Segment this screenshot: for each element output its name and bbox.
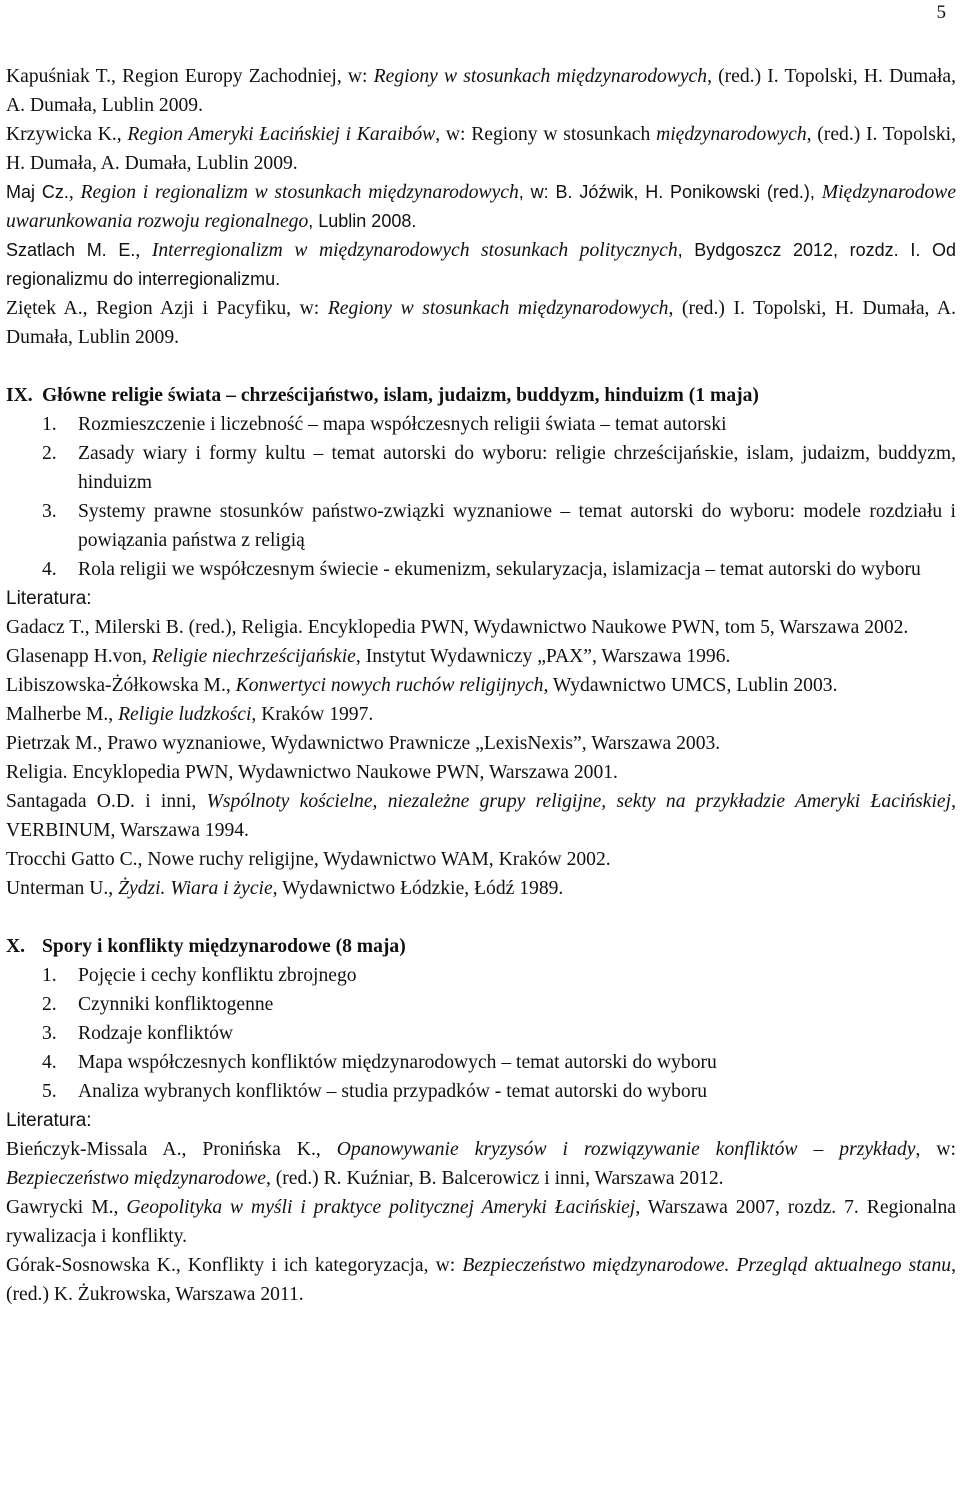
bibliography-entry [6, 787, 956, 845]
topic-item [6, 439, 956, 497]
section-title: Główne religie świata – chrześcijaństwo, islam, judaizm, buddyzm, hinduizm (1 maja) [42, 385, 759, 406]
topic-item [6, 410, 956, 439]
topic-text: Zasady wiary i formy kultu – temat autorski do wyboru: religie chrześcijańskie, islam, judaizm, buddyzm, hinduizm [78, 443, 956, 493]
section-ix [6, 381, 956, 903]
literature-label: Literatura: [6, 1110, 92, 1131]
entry-text: Kapuśniak T. [6, 66, 112, 87]
section-heading [6, 932, 956, 961]
bibliography-entry [6, 294, 956, 352]
topic-number: 2. [42, 443, 57, 464]
entry-text: Żydzi. Wiara i życie [118, 878, 273, 899]
section-title: Spory i konflikty międzynarodowe (8 maja) [42, 936, 406, 957]
entry-text: Maj Cz. [6, 182, 69, 202]
section-heading [6, 381, 956, 410]
entry-text: Pietrzak M., Prawo wyznaniowe, Wydawnictwo Prawnicze „LexisNexis”, Warszawa 2003. [6, 733, 721, 754]
entry-text: , (red.) I. Topolski, H. Dumała, A. Dumała, Lublin 2009. [6, 66, 956, 116]
entry-text: Opanowywanie kryzysów i rozwiązywanie konfliktów – przykłady [336, 1139, 916, 1160]
entry-text: Glasenapp H.von, [6, 646, 152, 667]
entry-text: , Region Europy Zachodniej, w: [111, 66, 374, 87]
bibliography-entry [6, 845, 956, 874]
topic-item [6, 555, 956, 584]
entry-text: , [68, 182, 81, 203]
topic-text: Rozmieszczenie i liczebność – mapa współczesnych religii świata – temat autorski [78, 414, 727, 435]
entry-text: Konwertyci nowych ruchów religijnych, [235, 675, 549, 696]
topic-text: Pojęcie i cechy konfliktu zbrojnego [78, 965, 357, 986]
bibliography-entry [6, 1135, 956, 1193]
literature-label: Literatura: [6, 588, 92, 609]
topic-number: 4. [42, 1052, 57, 1073]
entry-text: Libiszowska-Żółkowska M., [6, 675, 236, 696]
topic-item [6, 961, 956, 990]
entry-text: Interregionalizm w międzynarodowych stosunkach politycznych [151, 240, 678, 261]
entry-text: , Warszawa 2007, rozdz. 7. Regionalna rywalizacja i konflikty. [6, 1197, 956, 1247]
entry-text: Bezpieczeństwo międzynarodowe [6, 1168, 266, 1189]
entry-text: , (red.) K. Żukrowska, Warszawa 2011. [6, 1255, 956, 1305]
entry-text: Ziętek A. [6, 298, 83, 319]
entry-text: Bieńczyk-Missala A., Pronińska K., [6, 1139, 337, 1160]
entry-text: Trocchi Gatto C., Nowe ruchy religijne, Wydawnictwo WAM, Kraków 2002. [6, 849, 611, 870]
bibliography-entry [6, 62, 956, 120]
section-number: X. [6, 936, 26, 957]
entry-text: , Instytut Wydawniczy „PAX”, Warszawa 1996. [355, 646, 731, 667]
entry-text: Gawrycki M., [6, 1197, 127, 1218]
topic-number: 4. [42, 559, 57, 580]
topic-item [6, 1048, 956, 1077]
entry-text: , (red.) R. Kuźniar, B. Balcerowicz i inni, Warszawa 2012. [265, 1168, 724, 1189]
topic-text: Systemy prawne stosunków państwo-związki wyznaniowe – temat autorski do wyboru: modele rozdziału i powiązania państwa z religią [78, 501, 956, 551]
bibliography-entry [6, 671, 956, 700]
entry-text: Bezpieczeństwo międzynarodowe. Przegląd aktualnego stanu [462, 1255, 952, 1276]
topic-number: 3. [42, 1023, 57, 1044]
topic-item [6, 1077, 956, 1106]
topic-number: 3. [42, 501, 57, 522]
topic-text: Mapa współczesnych konfliktów międzynarodowych – temat autorski do wyboru [78, 1052, 717, 1073]
bibliography-entry [6, 120, 956, 178]
document-body [6, 62, 956, 1309]
topic-list [6, 410, 956, 584]
page-number: 5 [936, 2, 946, 23]
entry-text: Krzywicka K. [6, 124, 117, 145]
entry-text: , Kraków 1997. [251, 704, 374, 725]
entry-text: Region Ameryki Łacińskiej i Karaibów [127, 124, 436, 145]
literature-list [6, 1135, 956, 1309]
topic-list [6, 961, 956, 1106]
entry-text: Religie niechrześcijańskie [151, 646, 356, 667]
entry-text: Wydawnictwo UMCS, Lublin 2003. [548, 675, 838, 696]
entry-text: , Bydgoszcz 2012, rozdz. I. Od regionalizmu do interregionalizmu. [6, 240, 957, 289]
entry-text: Gadacz T., Milerski B. (red.), Religia. Encyklopedia PWN, Wydawnictwo Naukowe PWN, tom 5, Warszawa 2002. [6, 617, 909, 638]
entry-text: Unterman U., [6, 878, 119, 899]
topic-number: 2. [42, 994, 57, 1015]
entry-text: , w: B. Jóźwik, H. Ponikowski (red.), [518, 182, 822, 202]
entry-text: Regiony w stosunkach międzynarodowych [373, 66, 708, 87]
topic-text: Analiza wybranych konfliktów – studia przypadków - temat autorski do wyboru [78, 1081, 708, 1102]
bibliography-entry [6, 236, 956, 294]
entry-text: , [116, 124, 128, 145]
topic-item [6, 990, 956, 1019]
entry-text: Regiony w stosunkach międzynarodowych [327, 298, 669, 319]
topic-number: 1. [42, 414, 57, 435]
bibliography-entry [6, 700, 956, 729]
entry-text: Santagada O.D. i inni, [6, 791, 207, 812]
entry-text: Region i regionalizm w stosunkach międzynarodowych [80, 182, 519, 203]
entry-text: , (red.) I. Topolski, H. Dumała, A. Dumała, Lublin 2009. [6, 124, 956, 174]
bibliography-entry [6, 178, 956, 236]
entry-text: Szatlach M. E. [6, 240, 136, 260]
entry-text: międzynarodowych [656, 124, 807, 145]
bibliography-entry [6, 758, 956, 787]
entry-text: Religia. Encyklopedia PWN, Wydawnictwo Naukowe PWN, Warszawa 2001. [6, 762, 618, 783]
entry-text: Malherbe M., [6, 704, 119, 725]
section-number: IX. [6, 385, 33, 406]
entry-text: Wspólnoty kościelne, niezależne grupy religijne, sekty na przykładzie Ameryki Łacińskiej [206, 791, 952, 812]
section-x [6, 932, 956, 1309]
bibliography-entry [6, 1251, 956, 1309]
topic-number: 5. [42, 1081, 57, 1102]
entry-text: , w: Regiony w stosunkach [435, 124, 657, 145]
topic-text: Rola religii we współczesnym świecie - ekumenizm, sekularyzacja, islamizacja – temat autorski do wyboru [78, 559, 921, 580]
entry-text: Geopolityka w myśli i praktyce politycznej Ameryki Łacińskiej [126, 1197, 636, 1218]
bibliography-entry [6, 729, 956, 758]
references-top [6, 62, 956, 352]
entry-text: , [135, 240, 152, 261]
bibliography-entry [6, 642, 956, 671]
entry-text: , Region Azji i Pacyfiku, w: [82, 298, 328, 319]
topic-item [6, 1019, 956, 1048]
bibliography-entry [6, 613, 956, 642]
entry-text: Górak-Sosnowska K., Konflikty i ich kategoryzacja, w: [6, 1255, 463, 1276]
bibliography-entry [6, 1193, 956, 1251]
bibliography-entry [6, 874, 956, 903]
literature-list [6, 613, 956, 903]
topic-text: Czynniki konfliktogenne [78, 994, 274, 1015]
entry-text: , w: [915, 1139, 956, 1160]
topic-number: 1. [42, 965, 57, 986]
entry-text: Religie ludzkości [118, 704, 252, 725]
topic-text: Rodzaje konfliktów [78, 1023, 234, 1044]
entry-text: , (red.) I. Topolski, H. Dumała, A. Dumała, Lublin 2009. [6, 298, 956, 348]
entry-text: , Wydawnictwo Łódzkie, Łódź 1989. [272, 878, 564, 899]
entry-text: , Lublin 2008. [308, 211, 417, 231]
topic-item [6, 497, 956, 555]
entry-text: , VERBINUM, Warszawa 1994. [6, 791, 956, 841]
entry-text: Międzynarodowe uwarunkowania rozwoju regionalnego [6, 182, 957, 232]
